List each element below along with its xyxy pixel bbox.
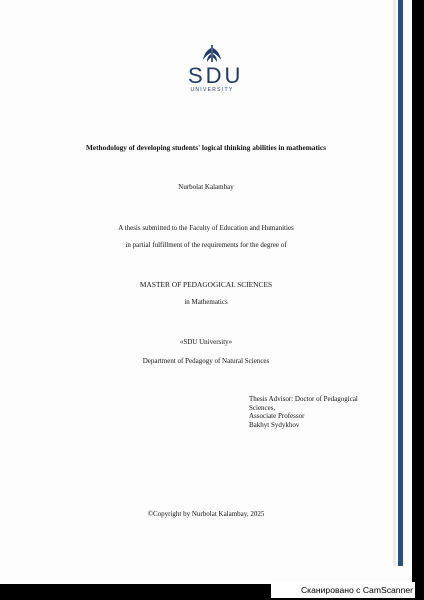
university-logo [188, 42, 244, 104]
advisor-line-2: Sciences, [249, 403, 276, 412]
degree-field: in Mathematics [184, 298, 228, 306]
wing-emblem-icon [201, 42, 223, 64]
copyright-notice: ©Copyright by Nurbolat Kalambay, 2025 [147, 510, 265, 518]
department-name: Department of Pedagogy of Natural Sciences [142, 357, 270, 365]
advisor-block [249, 395, 389, 429]
author-name: Nurbolat Kalambay [178, 183, 234, 191]
university-name: «SDU University» [179, 338, 233, 346]
scanner-watermark: Сканировано с CamScanner [271, 582, 415, 598]
advisor-line-3: Associate Professor [249, 412, 305, 420]
logo-wordmark: SDU [188, 63, 244, 88]
advisor-line-4: Bakhyt Sydykhov [249, 420, 300, 429]
degree-name: MASTER OF PEDAGOGICAL SCIENCES [139, 280, 273, 289]
submission-line-2: in partial fulfillment of the requirements for the degree of [125, 241, 287, 249]
advisor-line-1: Thesis Advisor: Doctor of Pedagogical [249, 395, 358, 403]
logo-subtitle: UNIVERSITY [190, 87, 234, 93]
submission-line-1: A thesis submitted to the Faculty of Education and Humanities [118, 224, 294, 232]
thesis-title: Methodology of developing students' logical thinking abilities in mathematics [85, 143, 326, 152]
